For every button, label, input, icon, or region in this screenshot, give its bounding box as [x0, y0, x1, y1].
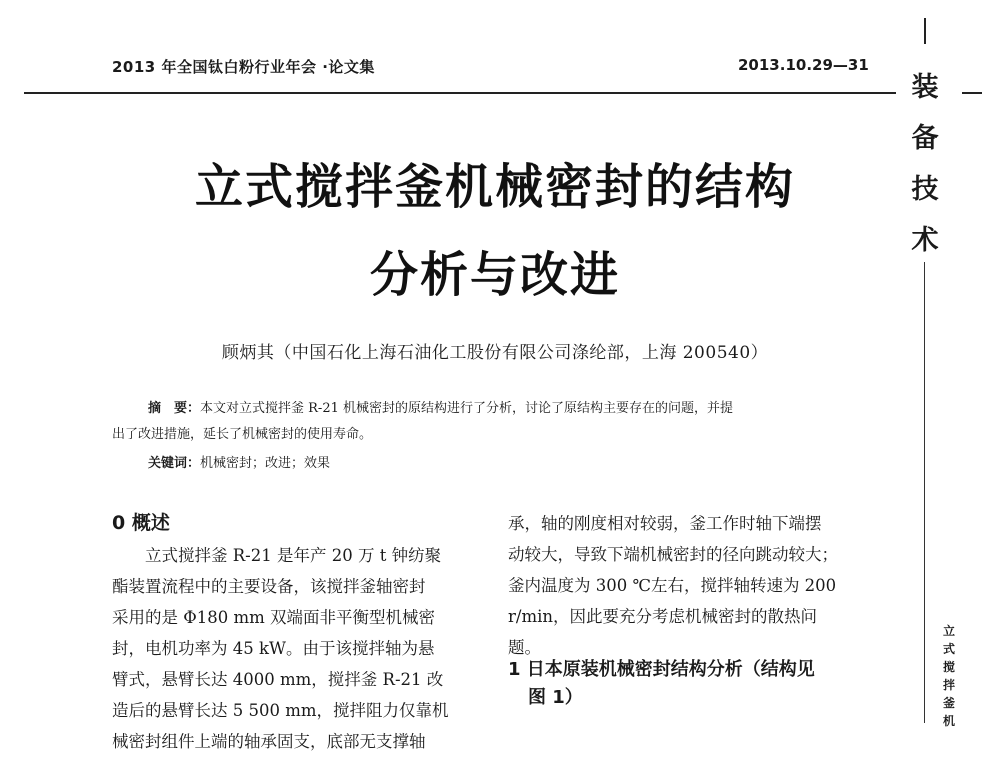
abstract-line-1 [112, 396, 864, 422]
body-line: 械密封组件上端的轴承固支，底部无支撑轴 [112, 732, 426, 751]
body-line: 造后的悬臂长达 5 500 mm，搅拌阻力仅靠机 [112, 701, 449, 720]
paper-title-line-1: 立式搅拌釜机械密封的结构 [194, 159, 795, 215]
header-rule [24, 92, 896, 94]
sidebar-small-char: 拌 [942, 678, 955, 692]
sidebar-small-char: 式 [942, 642, 955, 656]
body-line: 臂式，悬臂长达 4000 mm，搅拌釜 R-21 改 [112, 670, 444, 689]
body-line: 酯装置流程中的主要设备，该搅拌釜轴密封 [112, 577, 426, 596]
sidebar-running-title [938, 622, 960, 730]
body-line: 立式搅拌釜 R-21 是年产 20 万 t 钟纺聚 [145, 546, 442, 565]
keywords-label: 关键词： [148, 456, 201, 471]
paper-title-line-2: 分析与改进 [369, 247, 620, 303]
sidebar-char: 技 [911, 174, 939, 205]
sidebar-char: 备 [911, 123, 939, 154]
sidebar-small-char: 釜 [942, 696, 955, 710]
body-line: 动较大，导致下端机械密封的径向跳动较大； [508, 545, 838, 564]
section-1-heading [508, 656, 815, 712]
abstract [112, 396, 864, 448]
abstract-text-1: 本文对立式搅拌釜 R-21 机械密封的原结构进行了分析，讨论了原结构主要存在的问题，并提 [200, 401, 734, 416]
sidebar-tick-right [962, 92, 982, 94]
conference-header: 2013 年全国钛白粉行业年会 ·论文集 [112, 58, 375, 76]
section-0-body [112, 540, 464, 757]
body-line: 承，轴的刚度相对较弱，釜工作时轴下端摆 [508, 514, 822, 533]
abstract-label: 摘 要： [148, 401, 201, 416]
abstract-line-2: 出了改进措施，延长了机械密封的使用寿命。 [112, 427, 373, 442]
sidebar-small-char: 立 [942, 624, 955, 638]
body-line: 釜内温度为 300 ℃左右，搅拌轴转速为 200 [508, 576, 837, 595]
body-line: 题。 [508, 638, 541, 657]
sidebar-vertical-rule [924, 262, 925, 723]
sidebar-char: 术 [911, 225, 939, 256]
section-1-heading-line-1: 1 日本原装机械密封结构分析（结构见 [508, 659, 815, 680]
sidebar-small-char: 机 [942, 714, 955, 728]
sidebar-small-char: 搅 [942, 660, 955, 674]
keywords [148, 452, 330, 471]
sidebar-tick-top [924, 18, 926, 44]
conference-dates: 2013.10.29—31 [738, 56, 869, 74]
sidebar-char: 装 [911, 72, 939, 103]
keywords-text: 机械密封；改进；效果 [200, 456, 331, 471]
section-0-heading: 0 概述 [112, 512, 170, 534]
body-line: r/min，因此要充分考虑机械密封的散热问 [508, 607, 817, 626]
body-line: 封，电机功率为 45 kW。由于该搅拌轴为悬 [112, 639, 435, 658]
sidebar-category [904, 62, 946, 266]
right-column-body [508, 508, 868, 663]
body-line: 采用的是 Φ180 mm 双端面非平衡型机械密 [112, 608, 436, 627]
author-affiliation: 顾炳其（中国石化上海石油化工股份有限公司涤纶部，上海 200540） [221, 343, 769, 363]
section-1-heading-line-2: 图 1） [528, 687, 583, 708]
